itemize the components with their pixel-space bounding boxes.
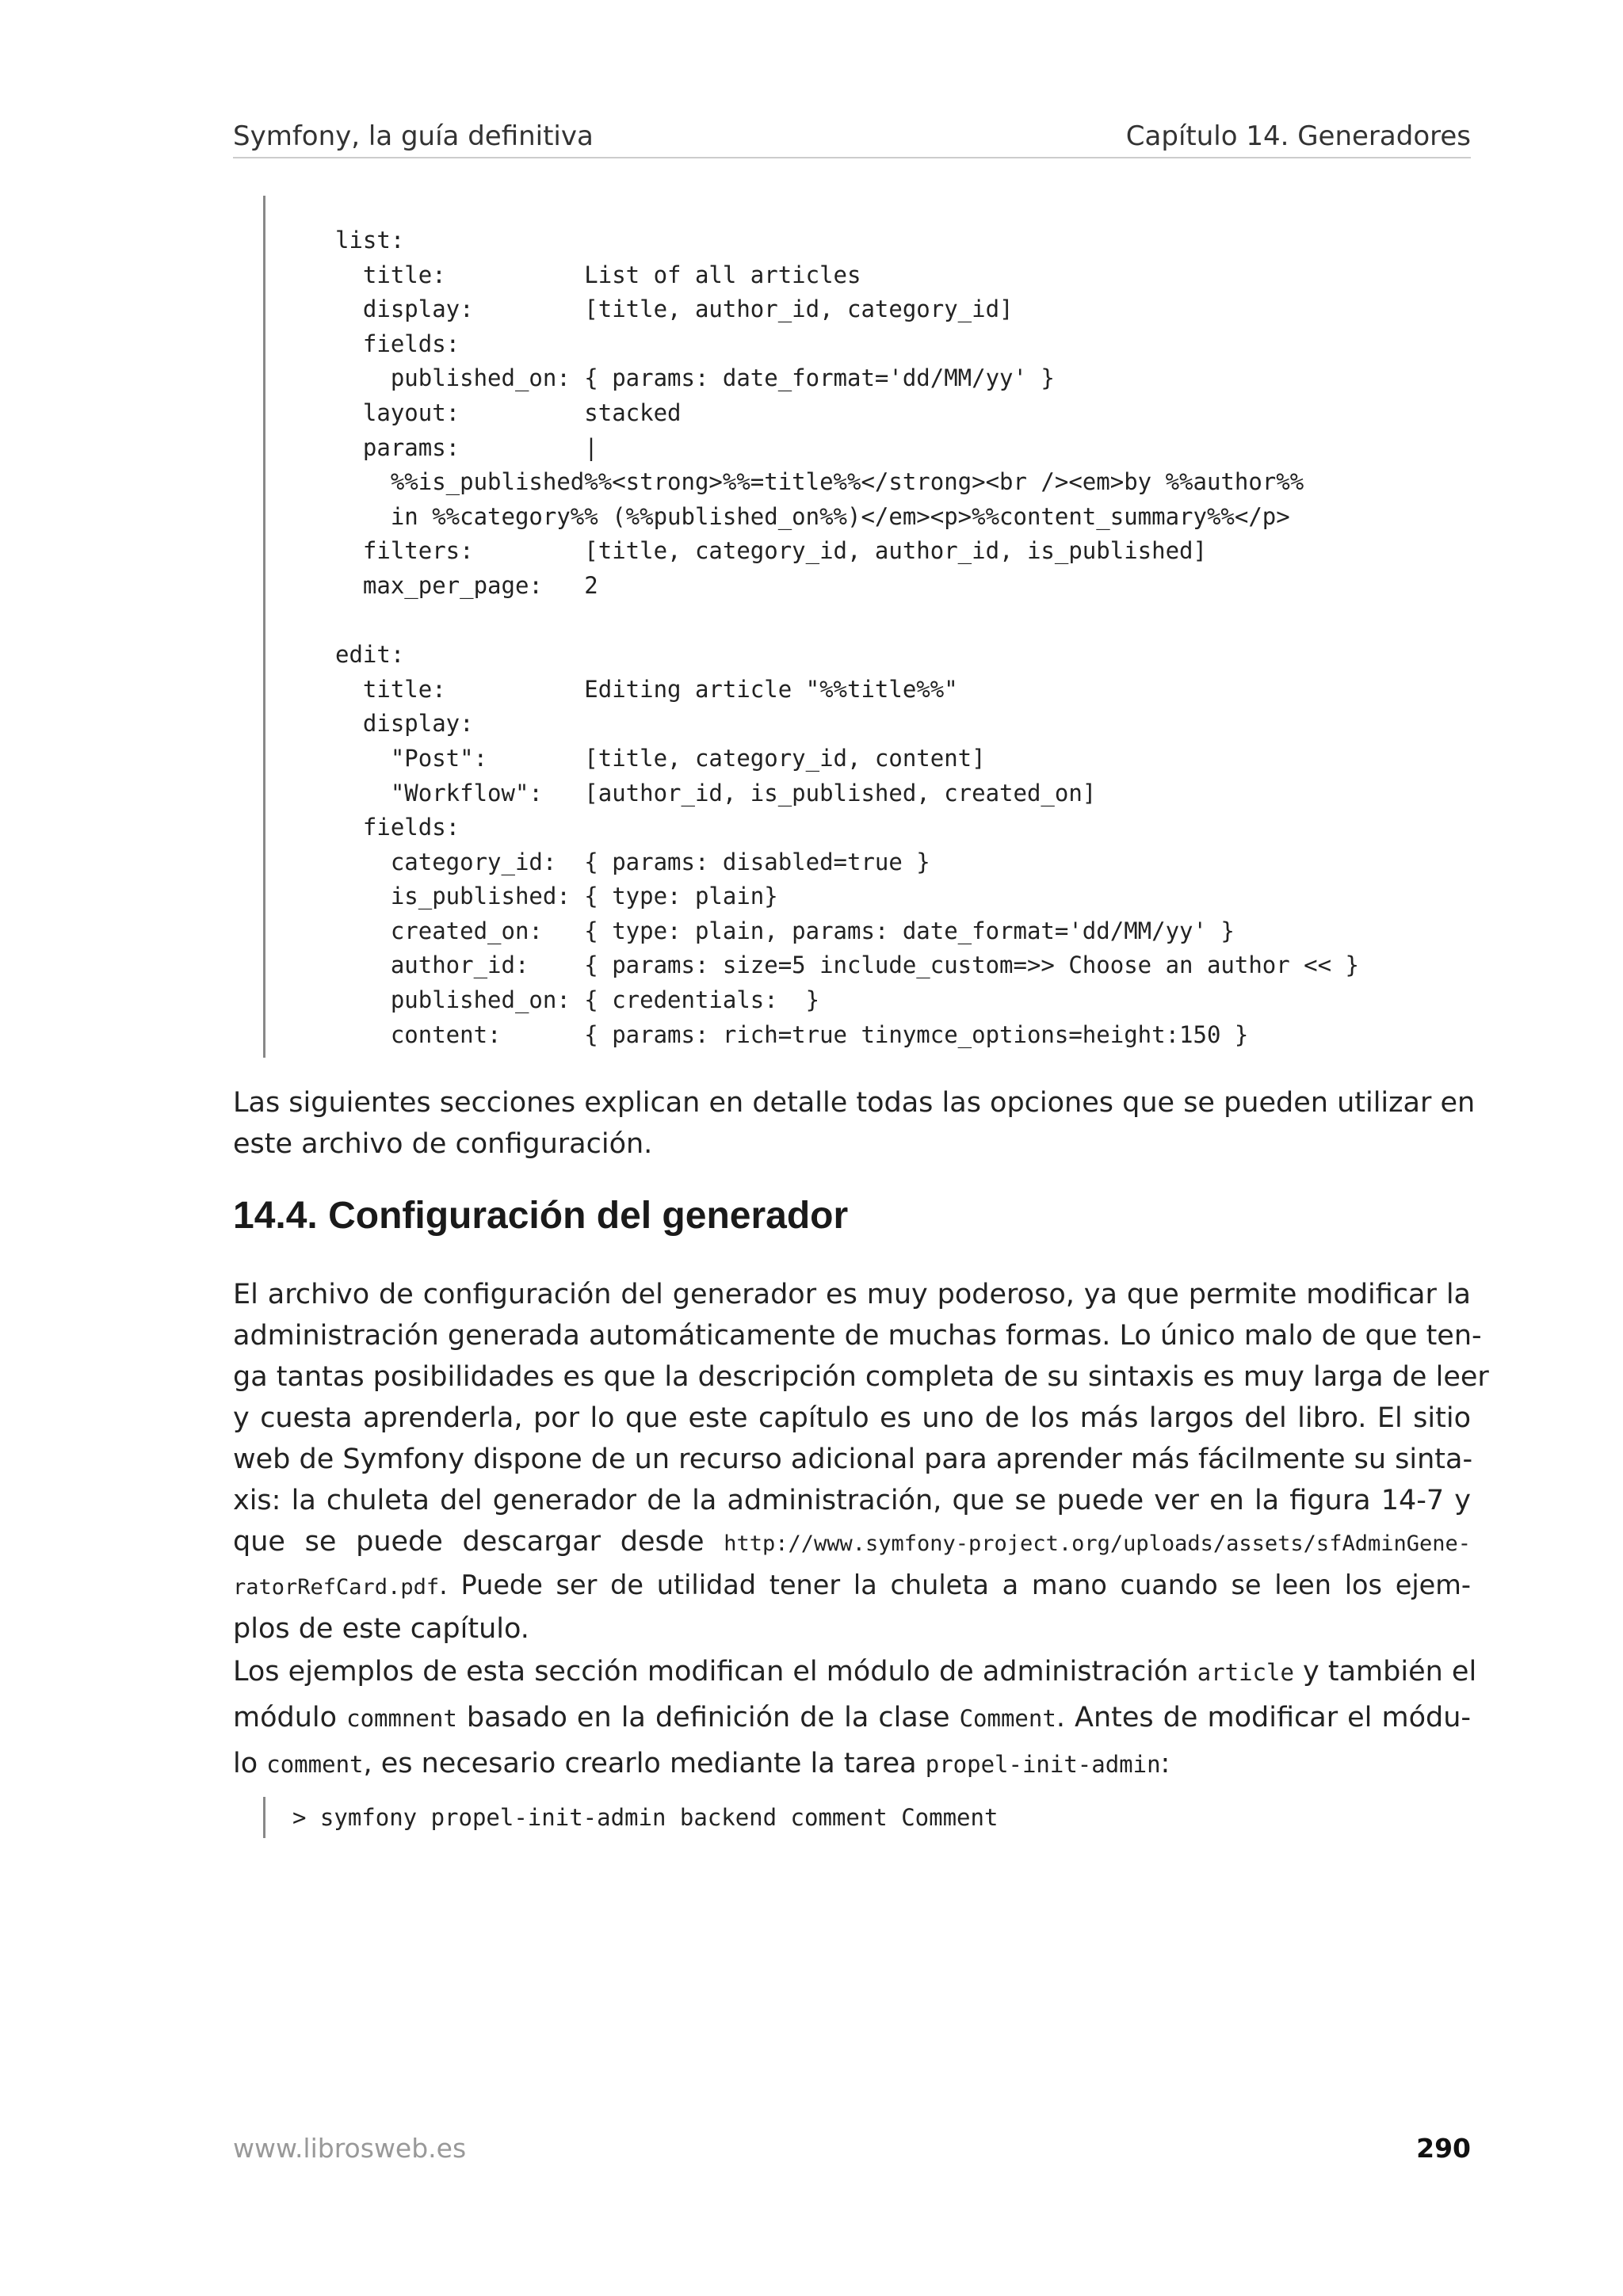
url-text: http://www.symfony-project.org/uploads/assets/sfAdminGene- xyxy=(724,1531,1471,1556)
command-code-block xyxy=(263,1797,998,1838)
text-line xyxy=(233,1741,1471,1787)
text-fragment: basado en la definición de la clase xyxy=(456,1702,960,1733)
code-line: fields: xyxy=(335,814,460,841)
code-line: content: { params: rich=true tinymce_options=height:150 } xyxy=(335,1020,1249,1048)
text-line xyxy=(233,1521,1471,1565)
code-line: display: [title, author_id, category_id] xyxy=(335,296,1014,323)
text-line: El archivo de configuración del generador es muy poderoso, ya que permite modificar la xyxy=(233,1279,1471,1310)
text-line xyxy=(233,1650,1477,1695)
code-line: author_id: { params: size=5 include_custom=>> Choose an author << } xyxy=(335,952,1360,979)
section-heading: 14.4. Configuración del generador xyxy=(233,1195,849,1237)
inline-code: article xyxy=(1197,1659,1294,1686)
text-fragment: : xyxy=(1160,1748,1170,1779)
code-line: filters: [title, category_id, author_id, is_published] xyxy=(335,537,1207,565)
inline-code: Comment xyxy=(959,1705,1056,1732)
text-fragment: Los ejemplos de esta sección modifican el módulo de administración xyxy=(233,1656,1197,1688)
page-header xyxy=(233,117,1471,158)
code-line: list: xyxy=(335,227,405,254)
code-line: fields: xyxy=(335,330,460,357)
code-line: %%is_published%%<strong>%%=title%%</strong><br /><em>by %%author%% xyxy=(335,468,1304,496)
text-fragment: lo xyxy=(233,1748,267,1779)
command-line: > symfony propel-init-admin backend comment Comment xyxy=(292,1804,999,1831)
code-line: params: | xyxy=(335,433,598,461)
inline-code: comment xyxy=(266,1751,364,1778)
code-line: max_per_page: 2 xyxy=(335,571,598,599)
code-line xyxy=(335,604,1359,639)
code-line: "Workflow": [author_id, is_published, created_on] xyxy=(335,779,1097,807)
code-line: edit: xyxy=(335,641,405,669)
book-title: Symfony, la guía definitiva xyxy=(233,120,594,152)
text-line: y cuesta aprenderla, por lo que este capítulo es uno de los más largos del libro. El sitio xyxy=(233,1402,1471,1434)
chapter-title: Capítulo 14. Generadores xyxy=(1125,120,1471,152)
page-number: 290 xyxy=(1416,2133,1471,2164)
text-line: este archivo de configuración. xyxy=(233,1128,653,1160)
code-line: created_on: { type: plain, params: date_format='dd/MM/yy' } xyxy=(335,917,1235,944)
text-line: ga tantas posibilidades es que la descripción completa de su sintaxis es muy larga de leer xyxy=(233,1361,1489,1393)
examples-paragraph xyxy=(233,1650,1477,1787)
generator-paragraph xyxy=(233,1274,1489,1650)
text-fragment: , es necesario crearlo mediante la tarea xyxy=(363,1748,926,1779)
text-fragment: que se puede descargar desde xyxy=(233,1526,724,1558)
code-line: published_on: { params: date_format='dd/MM/yy' } xyxy=(335,364,1055,392)
text-fragment: módulo xyxy=(233,1702,347,1733)
code-line: published_on: { credentials: } xyxy=(335,986,820,1014)
text-line: plos de este capítulo. xyxy=(233,1613,529,1645)
text-line: administración generada automáticamente de muchas formas. Lo único malo de que ten- xyxy=(233,1320,1482,1352)
footer-site: www.librosweb.es xyxy=(233,2133,467,2164)
code-line: title: Editing article "%%title%%" xyxy=(335,675,958,703)
inline-code: commnent xyxy=(346,1705,457,1732)
url-text: ratorRefCard.pdf xyxy=(233,1575,440,1600)
text-line: web de Symfony dispone de un recurso adicional para aprender más fácilmente su sinta- xyxy=(233,1444,1473,1475)
code-line: title: List of all articles xyxy=(335,261,861,288)
text-line: xis: la chuleta del generador de la administración, que se puede ver en la figura 14-7 y xyxy=(233,1485,1471,1516)
text-fragment: . Puede ser de utilidad tener la chuleta a mano cuando se leen los ejem- xyxy=(439,1569,1471,1600)
code-line: display: xyxy=(335,710,474,738)
text-fragment: . Antes de modificar el módu- xyxy=(1056,1702,1472,1733)
yaml-code-listing xyxy=(263,196,1359,1058)
text-fragment: y también el xyxy=(1293,1656,1477,1688)
code-line: layout: stacked xyxy=(335,399,682,426)
text-line xyxy=(233,1695,1471,1741)
inline-code: propel-init-admin xyxy=(925,1751,1161,1778)
code-line: category_id: { params: disabled=true } xyxy=(335,848,930,875)
code-line: "Post": [title, category_id, content] xyxy=(335,744,986,772)
text-line: Las siguientes secciones explican en detalle todas las opciones que se pueden utilizar en xyxy=(233,1087,1476,1119)
code-line: is_published: { type: plain} xyxy=(335,883,778,910)
code-line: in %%category%% (%%published_on%%)</em><p>%%content_summary%%</p> xyxy=(335,502,1290,530)
text-line xyxy=(233,1565,1471,1608)
intro-paragraph xyxy=(233,1082,1476,1165)
